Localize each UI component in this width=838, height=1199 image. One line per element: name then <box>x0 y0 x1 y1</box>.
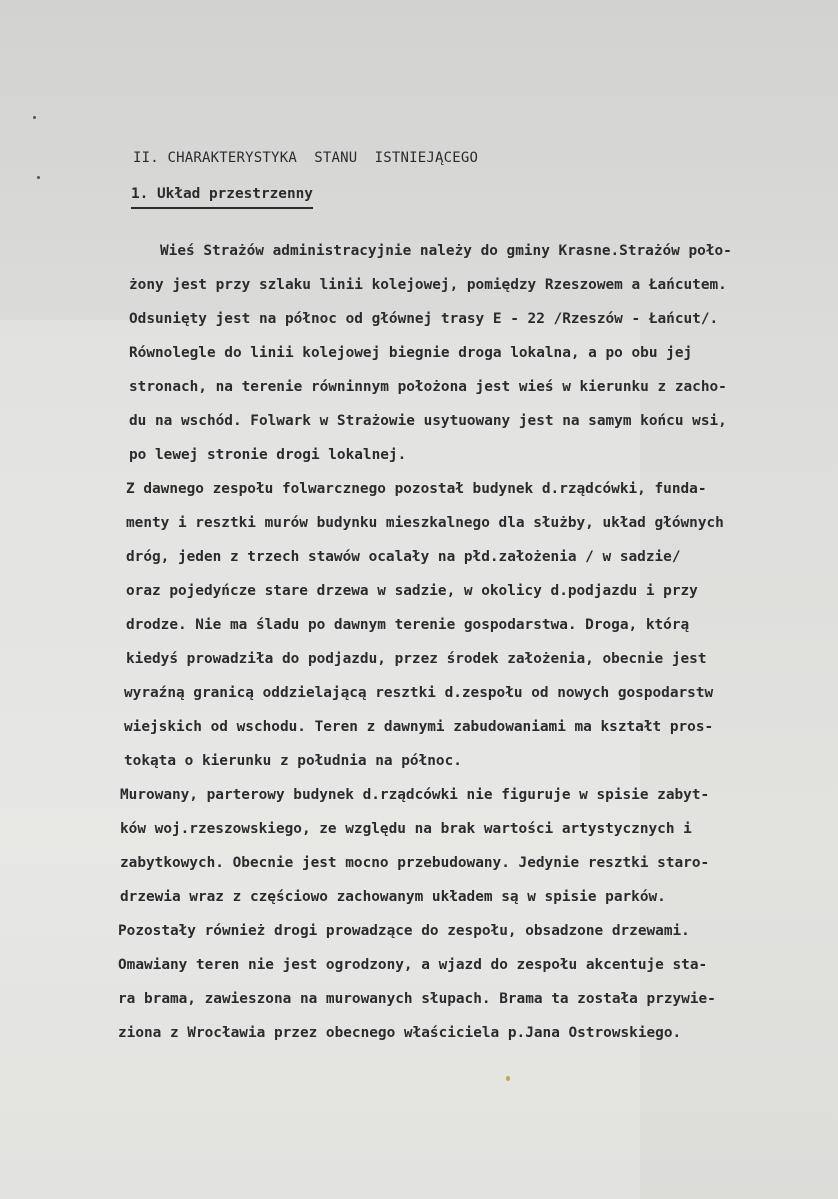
text-line: drzewia wraz z częściowo zachowanym układem są w spisie parków. <box>120 889 666 905</box>
text-line: Murowany, parterowy budynek d.rządcówki nie figuruje w spisie zabyt- <box>120 787 710 803</box>
text-line: Pozostały również drogi prowadzące do zespołu, obsadzone drzewami. <box>118 923 690 939</box>
text-line: kiedyś prowadziła do podjazdu, przez środek założenia, obecnie jest <box>126 651 707 667</box>
section-heading: II. CHARAKTERYSTYKA STANU ISTNIEJĄCEGO <box>133 150 479 166</box>
text-line: drodze. Nie ma śladu po dawnym terenie gospodarstwa. Droga, którą <box>126 617 690 633</box>
text-line: ziona z Wrocławia przez obecnego właściciela p.Jana Ostrowskiego. <box>118 1025 682 1041</box>
text-line: Wieś Strażów administracyjnie należy do gminy Krasne.Strażów poło- <box>160 243 732 259</box>
text-line: dróg, jeden z trzech stawów ocalały na płd.założenia / w sadzie/ <box>126 549 681 565</box>
text-line: menty i resztki murów budynku mieszkalnego dla służby, układ głównych <box>126 515 724 531</box>
text-line: wyraźną granicą oddzielającą resztki d.zespołu od nowych gospodarstw <box>124 685 714 701</box>
text-line: stronach, na terenie równinnym położona jest wieś w kierunku z zacho- <box>129 379 727 395</box>
text-line: Z dawnego zespołu folwarcznego pozostał budynek d.rządcówki, funda- <box>126 481 707 497</box>
text-line: oraz pojedyńcze stare drzewa w sadzie, w okolicy d.podjazdu i przy <box>126 583 698 599</box>
text-line: żony jest przy szlaku linii kolejowej, pomiędzy Rzeszowem a Łańcutem. <box>129 277 727 293</box>
text-line: du na wschód. Folwark w Strażowie usytuowany jest na samym końcu wsi, <box>129 413 727 429</box>
text-line: wiejskich od wschodu. Teren z dawnymi zabudowaniami ma kształt pros- <box>124 719 714 735</box>
text-line: ra brama, zawieszona na murowanych słupach. Brama ta została przywie- <box>118 991 716 1007</box>
subsection-heading: 1. Układ przestrzenny <box>131 186 313 209</box>
text-line: Równolegle do linii kolejowej biegnie droga lokalna, a po obu jej <box>129 345 693 361</box>
text-line: po lewej stronie drogi lokalnej. <box>129 447 407 463</box>
text-line: zabytkowych. Obecnie jest mocno przebudowany. Jedynie resztki staro- <box>120 855 710 871</box>
text-line: Omawiany teren nie jest ogrodzony, a wjazd do zespołu akcentuje sta- <box>118 957 708 973</box>
text-line: tokąta o kierunku z południa na północ. <box>124 753 462 769</box>
text-line: ków woj.rzeszowskiego, ze względu na brak wartości artystycznych i <box>120 821 692 837</box>
text-line: Odsunięty jest na północ od głównej trasy E - 22 /Rzeszów - Łańcut/. <box>129 311 719 327</box>
